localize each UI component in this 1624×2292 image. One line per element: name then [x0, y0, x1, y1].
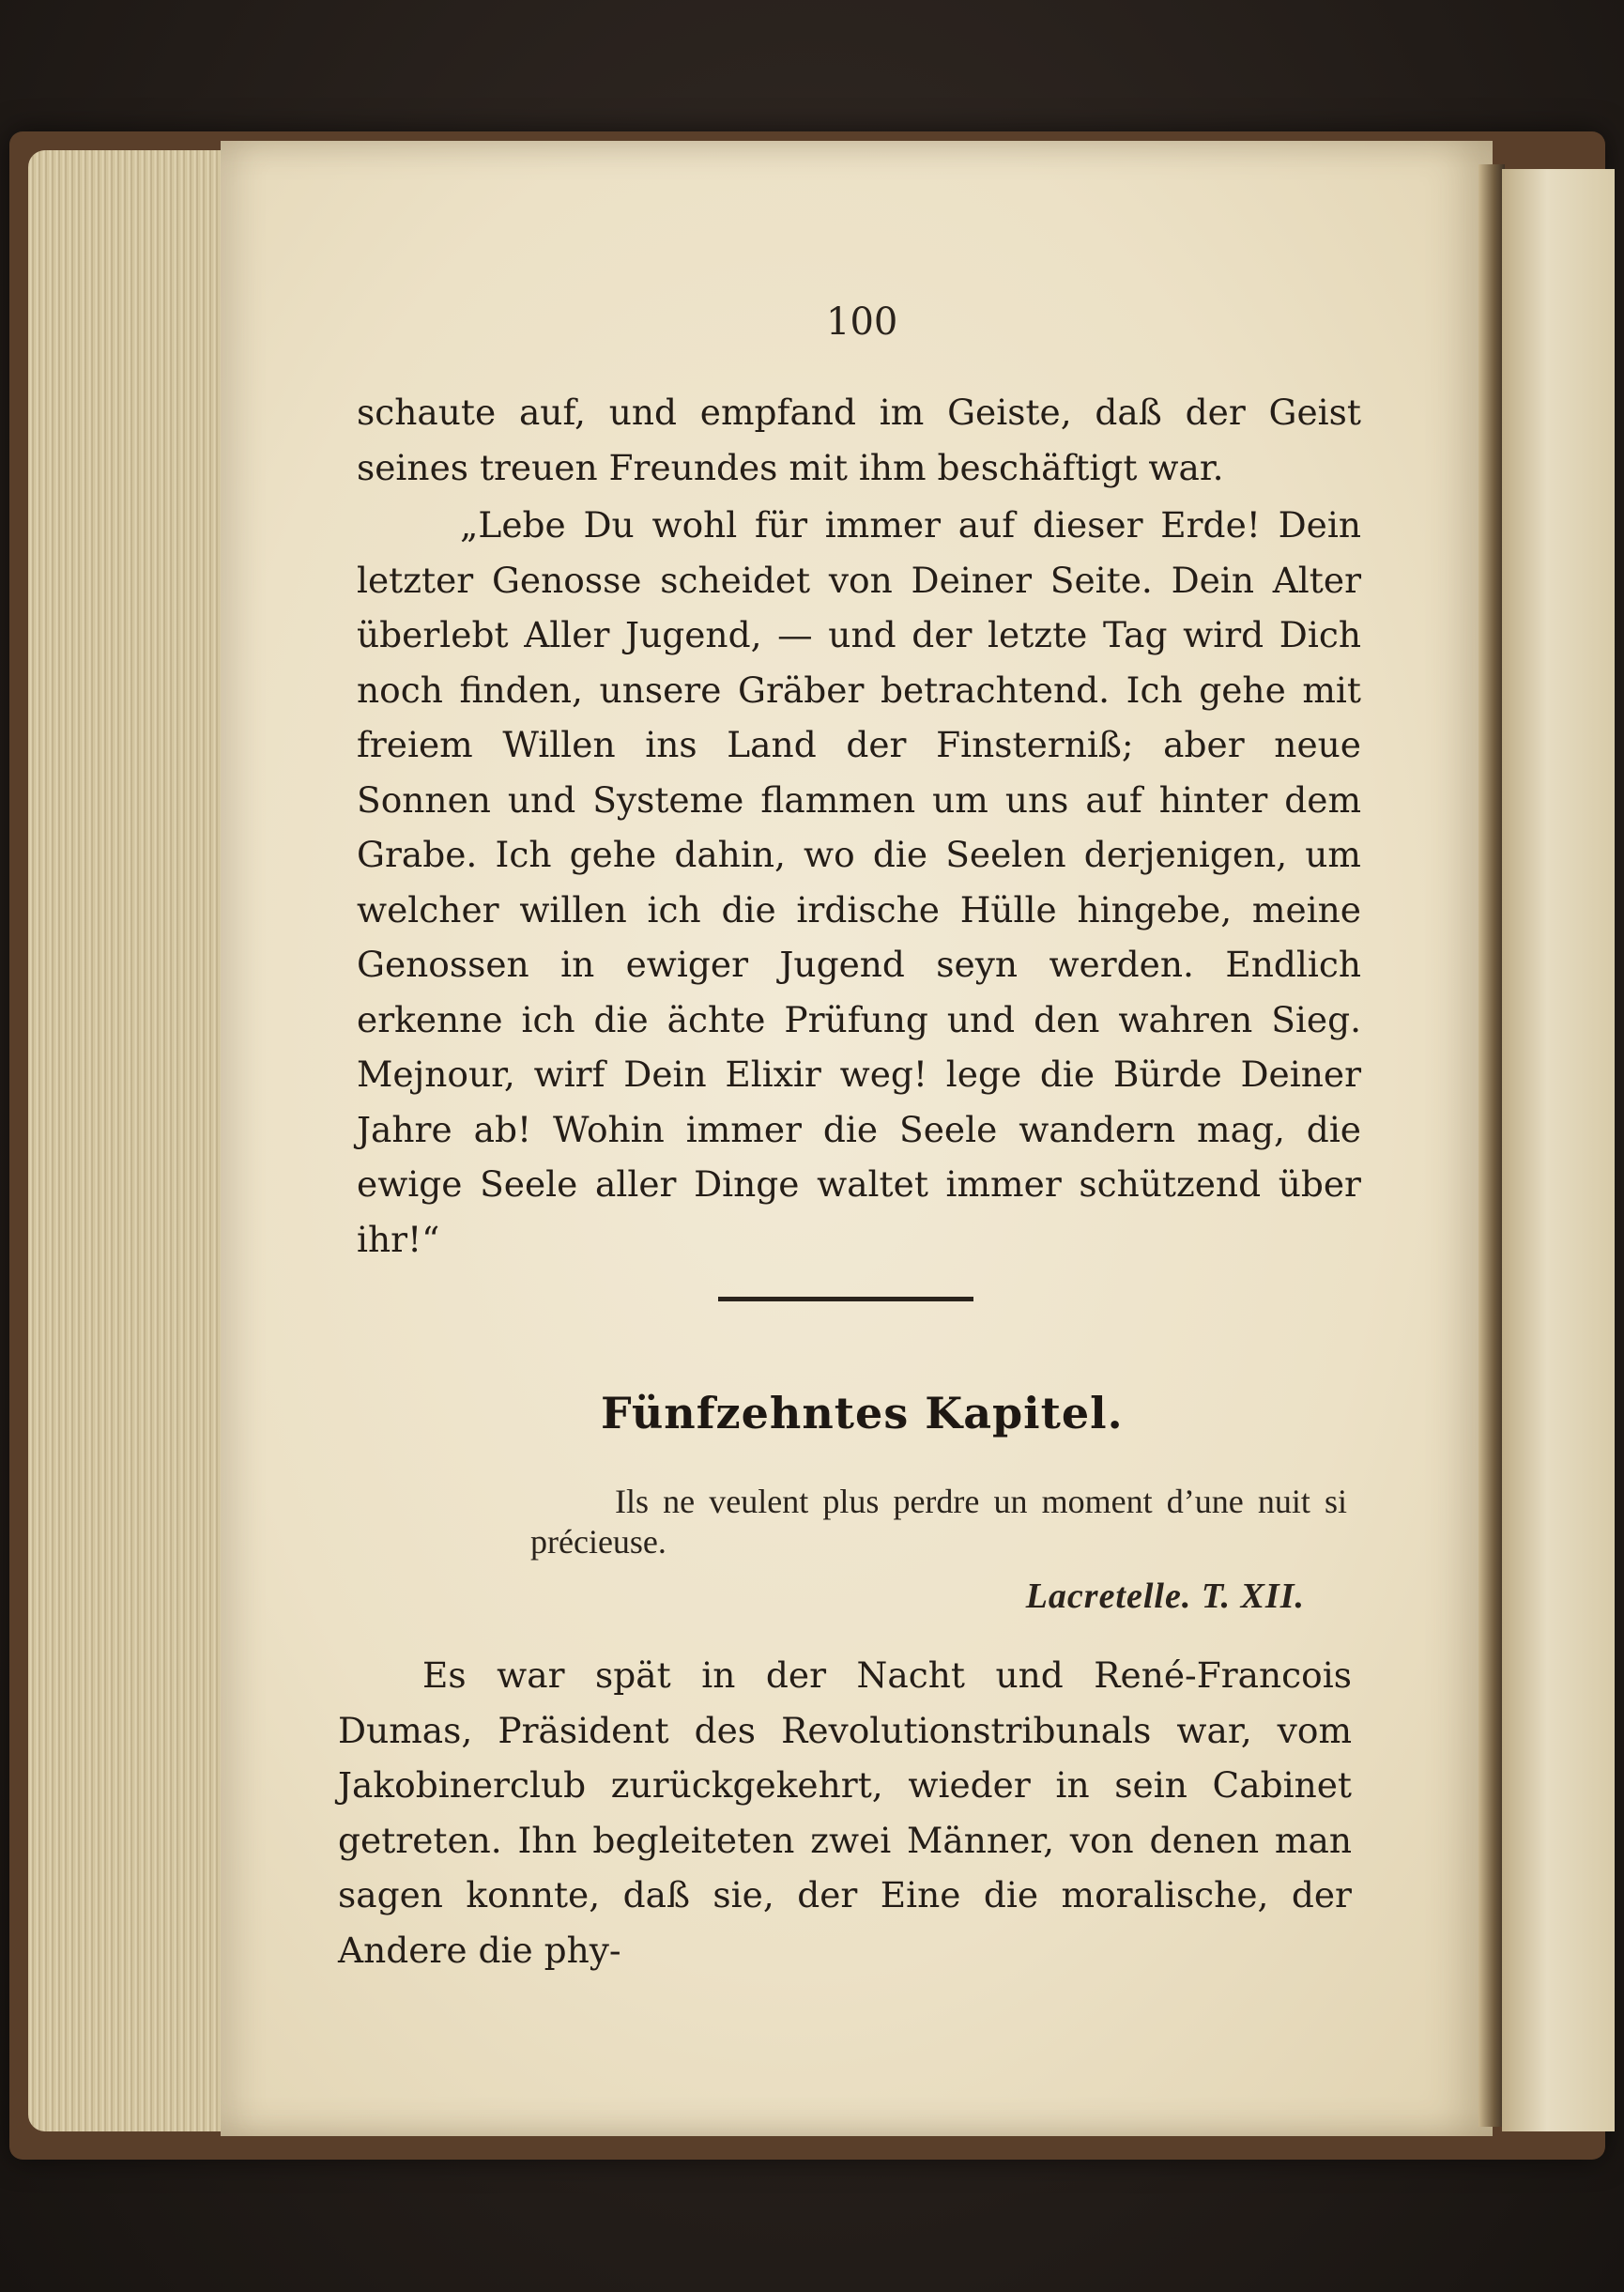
section-divider — [718, 1297, 973, 1301]
paragraph-continued — [357, 385, 1361, 495]
page-number: 100 — [826, 300, 898, 344]
paragraph-text: Es war spät in der Nacht und René-Francois Dumas, Präsident des Revolutionstribunals war, vom Jakobinerclub zurückgekehrt, wieder in sein Cabinet getreten. Ihn begleiteten zwei Männer, von denen man sagen konnte, daß sie, der Eine die moralische, der Andere die phy- — [338, 1654, 1352, 1971]
chapter-heading: Fünfzehntes Kapitel. — [601, 1388, 1124, 1438]
paragraph-text: „Lebe Du wohl für immer auf dieser Erde! Dein letzter Genosse scheidet von Deiner Seite. Dein Alter überlebt Aller Jugend, — und der letzte Tag wird Dich noch finden, unsere Gräber betrachtend. Ich gehe mit freiem Willen ins Land der Finsterniß; aber neue Sonnen und Systeme flammen um uns auf hinter dem Grabe. Ich gehe dahin, wo die Seelen derjenigen, um welcher willen ich die irdische Hülle hingebe, meine Genossen in ewiger Jugend seyn werden. Endlich erkenne ich die ächte Prüfung und den wahren Sieg. Mejnour, wirf Dein Elixir weg! lege die Bürde Deiner Jahre ab! Wohin immer die Seele wandern mag, die ewige Seele aller Dinge waltet immer schützend über ihr!“ — [357, 504, 1361, 1260]
page-block-edges — [28, 150, 225, 2131]
paragraph-speech — [357, 498, 1361, 1267]
paragraph-chapter-start — [338, 1648, 1352, 1977]
paragraph-text: schaute auf, und empfand im Geiste, daß der Geist seines treuen Freundes mit ihm beschäftigt war. — [357, 392, 1361, 488]
book-gutter — [1478, 164, 1505, 2127]
epigraph-attribution: Lacretelle. T. XII. — [1025, 1577, 1305, 1616]
epigraph: Ils ne veulent plus perdre un moment d’une nuit si précieuse. — [530, 1483, 1347, 1561]
facing-page-edge — [1502, 169, 1615, 2131]
